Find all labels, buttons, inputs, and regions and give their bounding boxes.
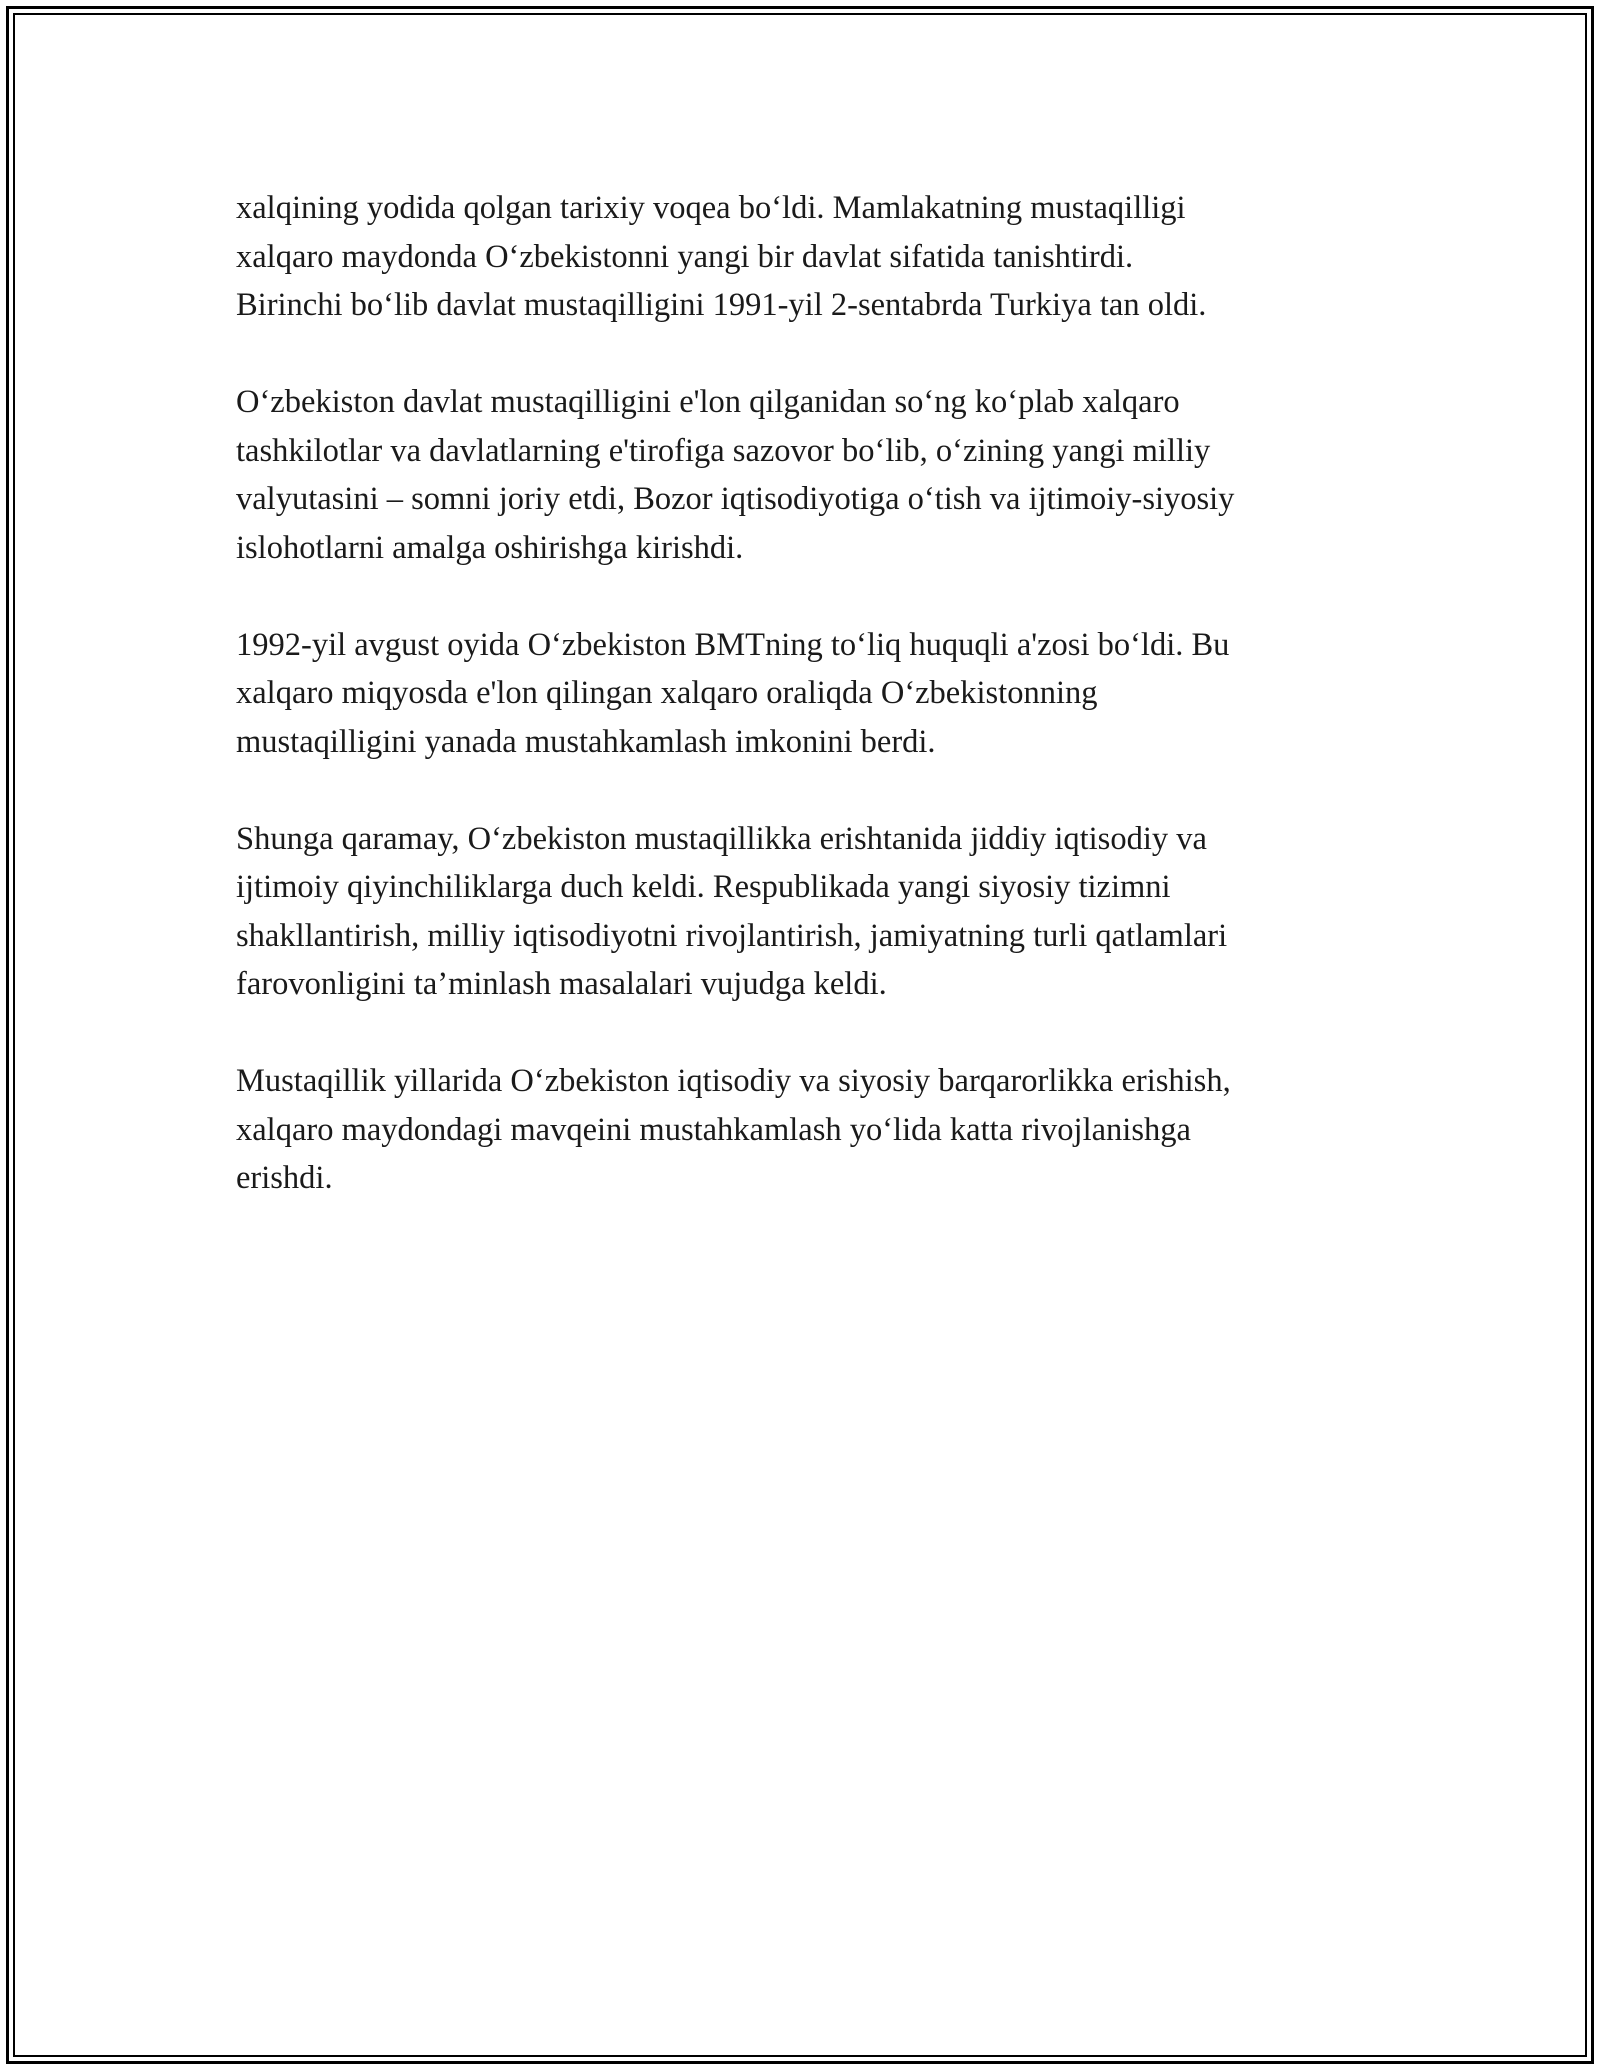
text-line: Mustaqillik yillarida O‘zbekiston iqtisodiy va siyosiy barqarorlikka erishish, — [236, 1063, 1231, 1099]
text-line: tashkilotlar va davlatlarning e'tirofiga sazovor bo‘lib, o‘zining yangi milliy — [236, 432, 1211, 469]
text-line: ijtimoiy qiyinchiliklarga duch keldi. Respublikada yangi siyosiy tizimni — [236, 869, 1171, 905]
text-line: Birinchi bo‘lib davlat mustaqilligini 1991-yil 2-sentabrda Turkiya tan oldi. — [236, 287, 1207, 323]
text-line: islohotlarni amalga oshirishga kirishdi. — [236, 529, 744, 566]
text-line: xalqaro maydondagi mavqeini mustahkamlash yo‘lida katta rivojlanishga — [236, 1111, 1191, 1148]
text-line: xalqining yodida qolgan tarixiy voqea bo‘ldi. Mamlakatning mustaqilligi — [236, 190, 1186, 226]
text-line: xalqaro miqyosda e'lon qilingan xalqaro oraliqda O‘zbekistonning — [236, 675, 1098, 711]
text-line: farovonligini ta’minlash masalalari vujudga keldi. — [236, 966, 887, 1002]
paragraph-4 — [236, 815, 1386, 1009]
document-body — [236, 184, 1386, 1251]
text-line: Shunga qaramay, O‘zbekiston mustaqillikka erishtanida jiddiy iqtisodiy va — [236, 820, 1207, 857]
paragraph-3 — [236, 621, 1386, 767]
text-line: 1992-yil avgust oyida O‘zbekiston BMTning to‘liq huquqli a'zosi bo‘ldi. Bu — [236, 626, 1230, 663]
text-line: mustaqilligini yanada mustahkamlash imkonini berdi. — [236, 723, 936, 760]
text-line: xalqaro maydonda O‘zbekistonni yangi bir davlat sifatida tanishtirdi. — [236, 238, 1134, 275]
paragraph-2 — [236, 378, 1386, 572]
paragraph-1 — [236, 184, 1386, 330]
text-line: erishdi. — [236, 1160, 333, 1196]
text-line: shakllantirish, milliy iqtisodiyotni rivojlantirish, jamiyatning turli qatlamlari — [236, 917, 1228, 954]
paragraph-5 — [236, 1057, 1386, 1203]
text-line: valyutasini – somni joriy etdi, Bozor iqtisodiyotiga o‘tish va ijtimoiy-siyosiy — [236, 481, 1235, 517]
text-line: O‘zbekiston davlat mustaqilligini e'lon qilganidan so‘ng ko‘plab xalqaro — [236, 384, 1180, 420]
